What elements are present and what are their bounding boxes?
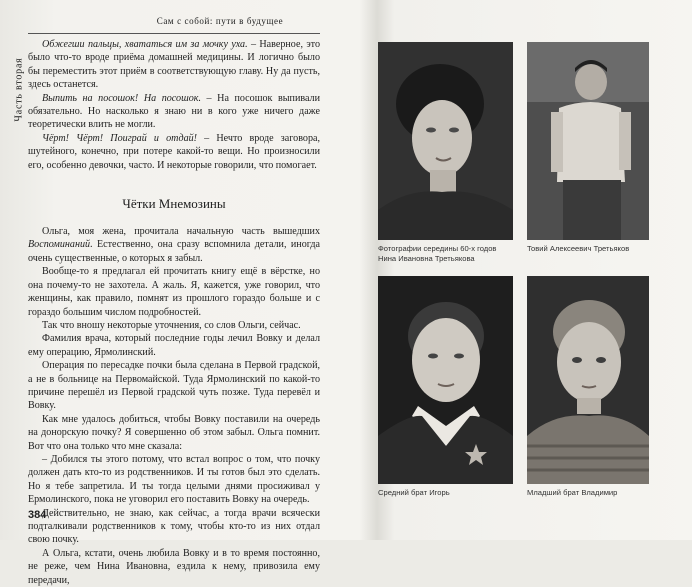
section-title: Чётки Мнемозины (122, 196, 226, 212)
paragraph (28, 38, 320, 92)
running-title: Сам с собой: пути в будущее (156, 16, 284, 26)
photo-middle-brother (378, 276, 513, 484)
header-rule (28, 33, 320, 34)
paragraph-text: Ольга, моя жена, прочитала начальную часть вышедших (42, 226, 320, 238)
boy-igor-image (378, 276, 513, 484)
text-column (28, 38, 320, 587)
paragraph: Фамилия врача, который последние годы лечил Вовку и делал ему операцию, Ярмолинский. (28, 333, 320, 358)
paragraph: Как мне удалось добиться, чтобы Вовку поставили на очередь на донорскую почку? Я совершенно об этом забыл. Ольга помнит. Вот что она только что мне сказала: (28, 413, 320, 452)
caption-man: Товий Алексеевич Третьяков (527, 244, 630, 253)
paragraph-text: – Нечто вроде заговора, шутейного, конечно, при потере какой-то вещи. Но произносили его, особенно девочки, часто. И некоторые говорили, что помогает. (28, 132, 320, 171)
paragraph (28, 92, 320, 132)
photo-man-standing (527, 42, 649, 240)
page-number: 384 (28, 509, 47, 521)
paragraph: А Ольга, кстати, очень любила Вовку и в то время постоянно, не реже, чем Нина Ивановна, ездила к нему, привозила ему передачи, (28, 547, 320, 586)
portrait-woman-image (378, 42, 513, 240)
part-label: Часть вторая (13, 57, 25, 122)
paragraph-text: – Наверное, это было что-то вроде приёма домашней медицины. И логично было бы переместить этот приём в соответствующую главу. Ну да пусть, здесь останется. (28, 39, 320, 91)
paragraph (28, 132, 320, 172)
paragraph: – Добился ты этого потому, что встал вопрос о том, что почку должен дать кто-то из родственников. И ты готов был это сделать. Но я тебе запретила. И ты тогда целыми днями просиживал у Ермолинского, пока не уговорил его поставить Вовку на очередь. (28, 453, 320, 506)
italic-phrase: Обжегши пальцы, хвататься им за мочку уха. (42, 39, 248, 50)
photo-younger-brother (527, 276, 649, 484)
paragraph-text: . Естественно, она сразу вспомнила детали, иногда очень существенные, о которых я забыл. (28, 239, 320, 264)
paragraph: Вообще-то я предлагал ей прочитать книгу ещё в вёрстке, но она почему-то не захотела. А жаль. Я, кажется, уже говорил, что женщины, как правило, помнят из прошлого гораздо больше и с гораздо большим числом подробностей. (28, 266, 320, 318)
caption-vladimir: Младший брат Владимир (527, 488, 618, 497)
paragraph (28, 225, 320, 265)
italic-phrase: Выпить на посошок! На посошок. (42, 92, 201, 104)
boy-vladimir-image (527, 276, 649, 484)
caption-woman: Фотографии середины 60-х годов Нина Ивановна Третьякова (378, 244, 497, 263)
paragraph: Так что вношу некоторые уточнения, со слов Ольги, сейчас. (42, 319, 301, 331)
caption-igor: Средний брат Игорь (378, 488, 450, 497)
standing-man-image (527, 42, 649, 240)
photo-woman-portrait (378, 42, 513, 240)
paragraph: Действительно, не знаю, как сейчас, а тогда врачи всячески подталкивали родственников к тому, чтобы кто-то из них отдал свою почку. (28, 507, 320, 546)
italic-phrase: Воспоминаний (28, 239, 91, 251)
paragraph-text: – На посошок выпивали обязательно. Но насколько я знаю ни в кого уже ничего даже теоретически влить не могли. (28, 92, 320, 131)
italic-phrase: Чёрт! Чёрт! Поиграй и отдай! (42, 132, 198, 144)
paragraph: Операция по пересадке почки была сделана в Первой градской, а не в больнице на Первомайской. Туда Ярмолинский по какой-то причине перешёл из Первой градской чуть позже. Туда перевёл и Вовку. (28, 360, 320, 412)
